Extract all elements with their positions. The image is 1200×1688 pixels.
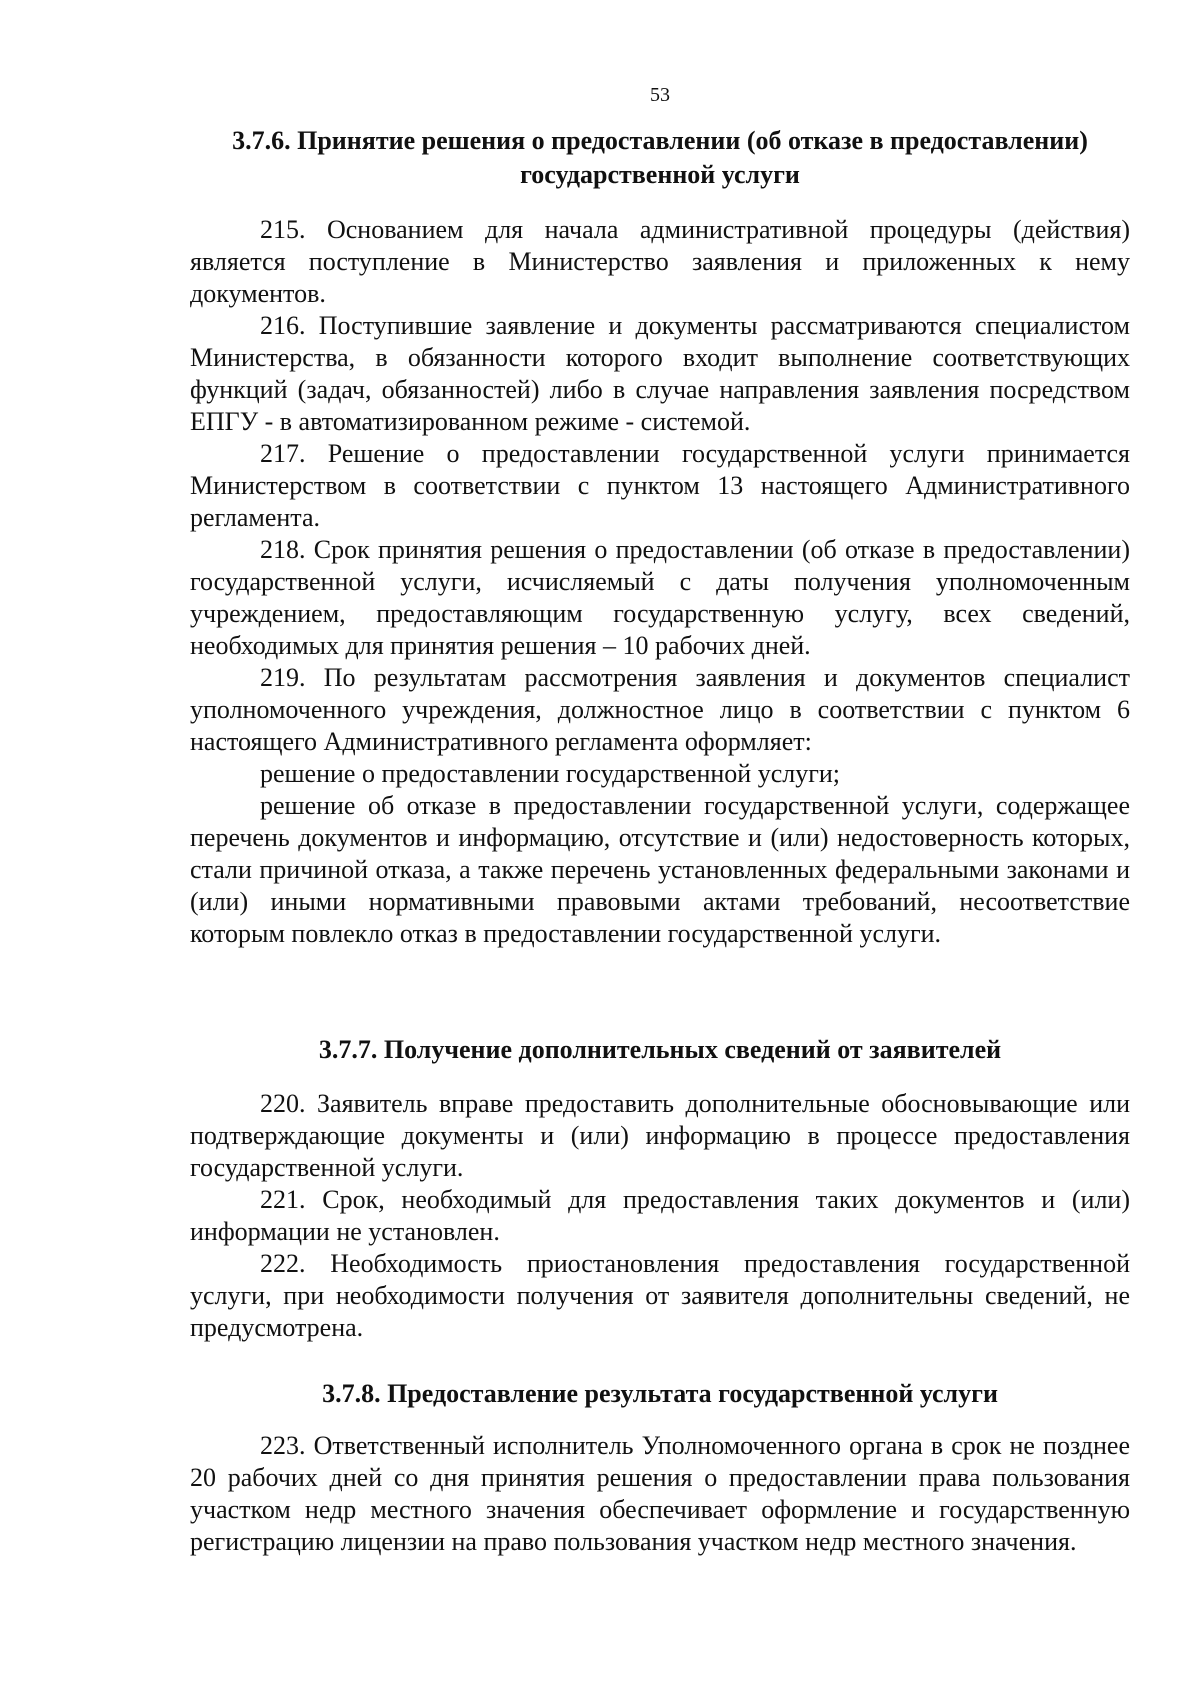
paragraph-220: 220. Заявитель вправе предоставить дополнительные обосновывающие или подтверждающие документы и (или) информацию в процессе предоставления государственной услуги. bbox=[190, 1089, 1130, 1182]
paragraph-218: 218. Срок принятия решения о предоставлении (об отказе в предоставлении) государственной услуги, исчисляемый с даты получения уполномоченным учреждением, предоставляющим государственную услугу, всех сведений, необходимых для принятия решения – 10 рабочих дней. bbox=[190, 535, 1130, 660]
section-376-title-line1: 3.7.6. Принятие решения о предоставлении (об отказе в предоставлении) bbox=[232, 126, 1088, 155]
section-377-body bbox=[190, 1088, 1130, 1344]
section-377-title: 3.7.7. Получение дополнительных сведений от заявителей bbox=[318, 1035, 1002, 1064]
paragraph-215: 215. Основанием для начала административной процедуры (действия) является поступление в Министерство заявления и приложенных к нему документов. bbox=[190, 215, 1130, 308]
section-378-heading bbox=[190, 1377, 1130, 1411]
document-page bbox=[190, 0, 1130, 1688]
section-376-heading bbox=[190, 124, 1130, 192]
section-378-body bbox=[190, 1430, 1130, 1558]
list-item-refusal: решение об отказе в предоставлении государственной услуги, содержащее перечень документов и информацию, отсутствие и (или) недостоверность которых, стали причиной отказа, а также перечень установленных федеральными законами и (или) иными нормативными правовыми актами требований, несоответствие которым повлекло отказ в предоставлении государственной услуги. bbox=[190, 791, 1130, 948]
paragraph-221: 221. Срок, необходимый для предоставления таких документов и (или) информации не установлен. bbox=[190, 1185, 1130, 1246]
paragraph-219: 219. По результатам рассмотрения заявления и документов специалист уполномоченного учреждения, должностное лицо в соответствии с пунктом 6 настоящего Административного регламента оформляет: bbox=[190, 663, 1130, 756]
section-376-body bbox=[190, 214, 1130, 950]
section-377-heading bbox=[190, 1033, 1130, 1067]
page-number: 53 bbox=[650, 84, 670, 106]
paragraph-216: 216. Поступившие заявление и документы рассматриваются специалистом Министерства, в обязанности которого входит выполнение соответствующих функций (задач, обязанностей) либо в случае направления заявления посредством ЕПГУ - в автоматизированном режиме - системой. bbox=[190, 311, 1130, 436]
paragraph-223: 223. Ответственный исполнитель Уполномоченного органа в срок не позднее 20 рабочих дней со дня принятия решения о предоставлении права пользования участком недр местного значения обеспечивает оформление и государственную регистрацию лицензии на право пользования участком недр местного значения. bbox=[190, 1431, 1130, 1556]
paragraph-222: 222. Необходимость приостановления предоставления государственной услуги, при необходимости получения от заявителя дополнительны сведений, не предусмотрена. bbox=[190, 1249, 1130, 1342]
list-item-approval: решение о предоставлении государственной услуги; bbox=[260, 759, 841, 788]
paragraph-217: 217. Решение о предоставлении государственной услуги принимается Министерством в соответствии с пунктом 13 настоящего Административного регламента. bbox=[190, 439, 1130, 532]
section-376-title-line2: государственной услуги bbox=[520, 160, 800, 189]
section-378-title: 3.7.8. Предоставление результата государственной услуги bbox=[322, 1379, 998, 1408]
